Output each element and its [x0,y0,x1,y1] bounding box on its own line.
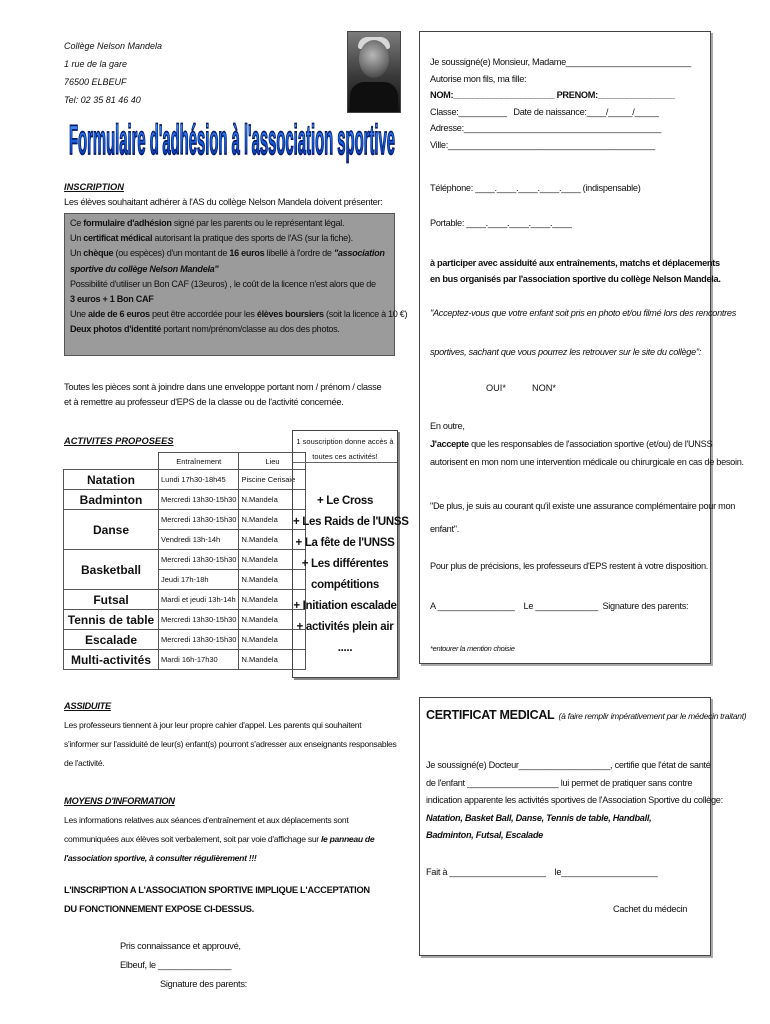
implique-section: L'INSCRIPTION A L'ASSOCIATION SPORTIVE IMPLIQUE L'ACCEPTATION DU FONCTIONNEMENT EXPOSE CI-DESSUS. [64,885,370,914]
certificat-cachet[interactable]: Cachet du médecin [613,904,688,914]
certificat-subtitle: (à faire remplir impérativement par le médecin traitant) [558,711,747,721]
table-row: Badminton Mercredi 13h30-15h30 N.Mandela [64,490,306,510]
activities-heading: ACTIVITES PROPOSEES [64,436,174,446]
inscription-after: Toutes les pièces sont à joindre dans une enveloppe portant nom / prénom / classe et à remettre au professeur d'EPS de la classe ou de l'activité concernée. [64,382,382,407]
unss-box: 1 souscription donne accès à toutes ces activités! + Le Cross + Les Raids de l'UNSS + La fête de l'UNSS + Les différentes compétitions + Initiation escalade + activités plein air ..... [292,430,398,678]
table-row: Basketball Mercredi 13h30-15h30 N.Mandela [64,550,306,570]
approval-section: Pris connaissance et approuvé, Elbeuf, le _______________ Signature des parents: [120,941,247,989]
form-prenom[interactable]: PRENOM:________________ [556,90,675,100]
certificat-title-line [426,706,746,724]
table-row: Natation Lundi 17h30-18h45 Piscine Cerisaie [64,470,306,490]
form-identity: Je soussigné(e) Monsieur, Madame__________________________ Autorise mon fils, ma fille: NOM:_____________________ PRENOM:________________ Classe:__________ Date de naissance:____/_____/_____ Adresse:_________________________________________ Ville:___________________________________________ [430,54,691,153]
school-address [64,37,162,109]
form-signature-line [430,599,688,614]
title-text: Formulaire d'adhésion à l'association sportive [69,116,396,163]
form-precisions: Pour plus de précisions, les professeurs d'EPS restent à votre disposition. [430,561,709,571]
form-classe[interactable]: Classe:__________ [430,106,507,117]
form-signature[interactable]: Signature des parents: [602,601,689,611]
form-adresse[interactable]: Adresse:_________________________________________ [430,123,662,133]
table-row: Tennis de table Mercredi 13h30-15h30 N.Mandela [64,610,306,630]
certificat-date[interactable]: le____________________ [554,867,658,877]
table-row: Jeudi 17h-18h N.Mandela [64,570,306,590]
inscription-heading: INSCRIPTION [64,182,124,192]
form-medical-auth: En outre, J'accepte que les responsables de l'association sportive (et/ou) de l'UNSS autorisent en mon nom une intervention médicale ou chirurgicale en cas de besoin. [430,421,744,467]
col-place: Lieu [239,453,306,470]
non-option[interactable]: NON* [532,383,556,393]
form-nom[interactable]: NOM:_____________________ [430,90,555,100]
table-row: Danse Mercredi 13h30-15h30 N.Mandela [64,510,306,530]
form-photo-question-2: sportives, sachant que vous pourrez les retrouver sur le site du collège": [430,347,702,357]
form-lieu[interactable]: A ________________ [430,601,515,611]
form-ville[interactable]: Ville:___________________________________________ [430,139,655,150]
certificat-enfant[interactable]: de l'enfant ___________________ lui permet de pratiquer sans contre [426,777,693,788]
form-date[interactable]: Le _____________ [523,601,598,611]
certificat-title: CERTIFICAT MEDICAL [426,708,555,722]
form-soussigne[interactable]: Je soussigné(e) Monsieur, Madame__________________________ [430,57,691,67]
col-training: Entraînement [159,453,239,470]
certificat-lieu[interactable]: Fait à ____________________ [426,867,546,877]
inscription-requirements-box: Ce formulaire d'adhésion signé par les parents ou le représentant légal. Un certificat médical autorisant la pratique des sports de l'AS (sur la fiche). Un chèque (ou espèces) d'un montant de 16 euros libellé à l'ordre de "association sportive du collège Nelson Mandela" Possibilité d'utiliser un Bon CAF (13euros) , le coût de la licence n'est alors que de 3 euros + 1 Bon CAF Une aide de 6 euros peut être accordée pour les élèves boursiers (soit la licence à 10 €) Deux photos d'identité portant nom/prénom/classe au dos des photos. [64,213,395,356]
oui-option[interactable]: OUI* [486,383,506,393]
school-tel: Tel: 02 35 81 46 40 [64,95,141,105]
form-photo-question: "Acceptez-vous que votre enfant soit pris en photo et/ou filmé lors des rencontres [430,308,737,318]
assiduite-section: ASSIDUITE Les professeurs tiennent à jour leur propre cahier d'appel. Les parents qui souhaitent s'informer sur l'assiduité de leur(s) enfant(s) pourront s'adresser aux enseignants responsables de l'activité. [64,701,397,768]
form-participer: à participer avec assiduité aux entraînements, matchs et déplacements en bus organisés par l'association sportive du collège Nelson Mandela. [430,258,721,284]
certificat-fait [426,865,657,880]
form-note: *entourer la mention choisie [430,644,515,653]
school-street: 1 rue de la gare [64,59,128,69]
inscription-intro: Les élèves souhaitant adhérer à l'AS du collège Nelson Mandela doivent présenter: [64,197,383,207]
school-name: Collège Nelson Mandela [64,41,163,51]
form-telephone[interactable]: Téléphone: ____.____.____.____.____ (indispensable) [430,183,641,193]
form-title [66,112,398,168]
portrait-photo [347,31,401,113]
table-row: Multi-activités Mardi 16h-17h30 N.Mandela [64,650,306,670]
form-assurance: "De plus, je suis au courant qu'il existe une assurance complémentaire pour mon enfant". [430,501,736,534]
school-city: 76500 ELBEUF [64,77,127,87]
inscription-section [64,180,383,210]
table-row: Vendredi 13h-14h N.Mandela [64,530,306,550]
certificat-body: Je soussigné(e) Docteur___________________, certifie que l'état de santé de l'enfant ___________________ lui permet de pratiquer sans contre indication apparente les activités sportives de l'Association Sportive du collège: Natation, Basket Ball, Danse, Tennis de table, Handball, Badminton, Futsal, Escalade [426,757,723,845]
form-portable[interactable]: Portable: ____.____.____.____.____ [430,218,572,228]
form-naissance[interactable]: Date de naissance:____/_____/_____ [513,106,659,117]
table-row: Futsal Mardi et jeudi 13h-14h N.Mandela [64,590,306,610]
table-row: Escalade Mercredi 13h30-15h30 N.Mandela [64,630,306,650]
activities-table [63,452,306,670]
moyens-section: MOYENS D'INFORMATION Les informations relatives aux séances d'entraînement et aux déplacements sont communiquées aux élèves soit verbalement, soit par voie d'affichage sur le panneau de l'association sportive, à consulter régulièrement !!! [64,796,375,863]
certificat-docteur[interactable]: Je soussigné(e) Docteur___________________, certifie que l'état de santé [426,760,711,770]
